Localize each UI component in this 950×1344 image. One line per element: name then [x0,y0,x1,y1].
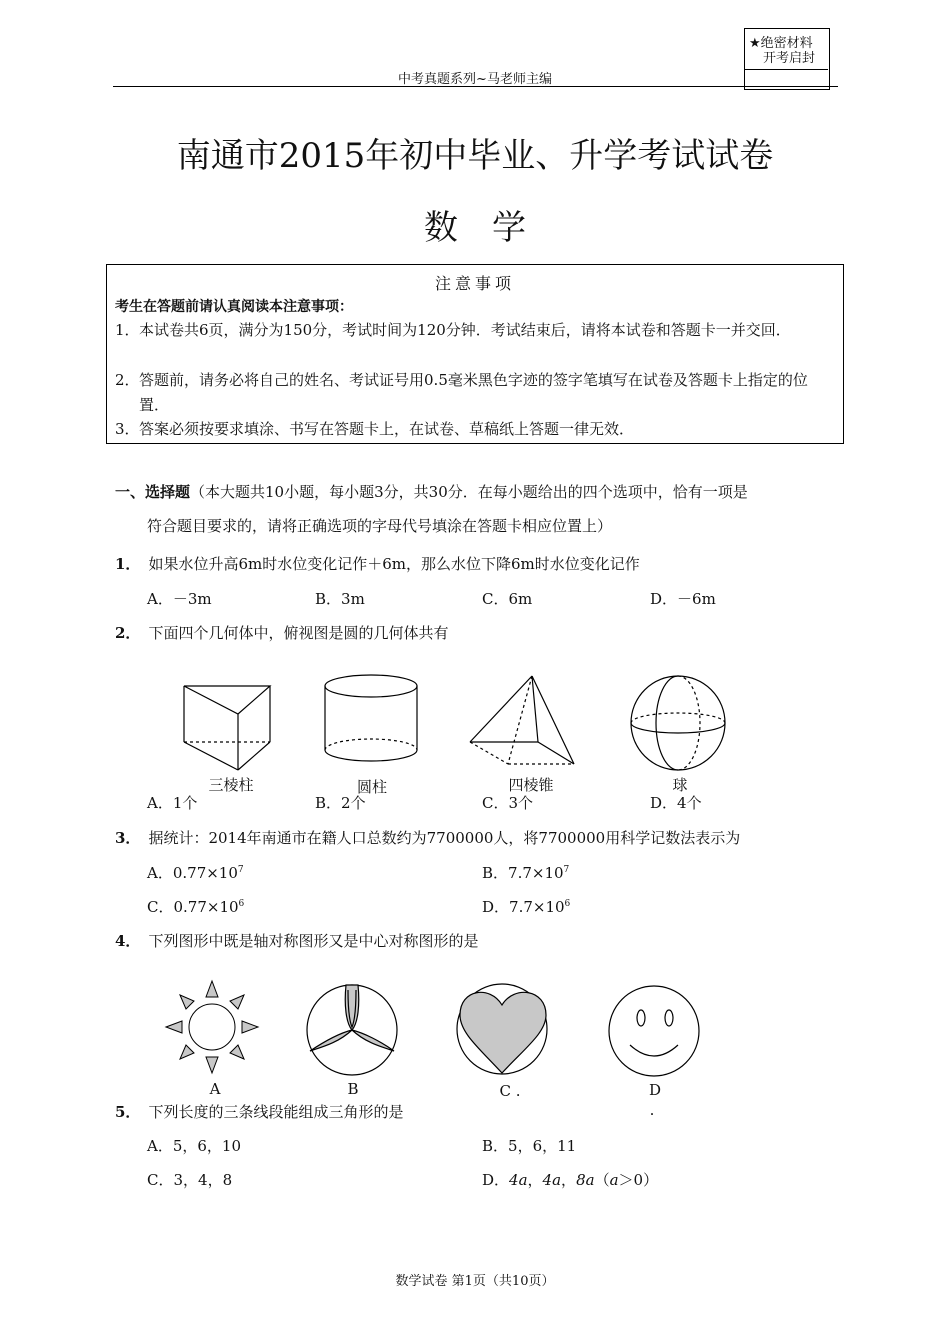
heart-figure [457,984,547,1074]
q3-option-b: B．$7.7\times 10^7$ [482,864,570,882]
q4-caption-d: D [648,1081,662,1099]
question-1: 1． 如果水位升高6m时水位变化记作＋6m，那么水位下降6m时水位变化记作 [115,555,640,573]
exam-subject: 数学 [424,208,560,248]
q2-caption-cylinder: 圆柱 [356,778,387,796]
q1-option-d: D．－6m [650,590,716,608]
q2-caption-sphere: 球 [672,776,688,794]
confidential-label: ★绝密材料 [749,36,813,51]
confidential-box [744,28,830,90]
notice-box [106,264,844,444]
confidential-box-inner [744,69,828,88]
q2-option-b: B．2个 [315,794,366,812]
q2-option-d: D．4个 [650,794,702,812]
q5-option-a: A．5，6，10 [147,1137,242,1155]
cylinder-figure [325,675,417,761]
q2-option-a: A．1个 [147,794,198,812]
q4-caption-dot: . [649,1101,655,1119]
exam-title: 南通市2015年初中毕业、升学考试试卷 [176,136,774,176]
q4-caption-b: B [347,1080,359,1098]
q5-option-c: C．3，4，8 [147,1171,233,1189]
q1-option-b: B．3m [315,590,365,608]
question-3: 3． 据统计：2014年南通市在籍人口总数约为7700000人，将7700000用科学记数法表示为 [115,829,741,847]
q4-caption-a: A [209,1080,221,1098]
question-4: 4． 下列图形中既是轴对称图形又是中心对称图形的是 [115,932,479,950]
smiley-figure [609,986,699,1076]
q5-option-b: B．5，6，11 [482,1137,577,1155]
question-2: 2． 下面四个几何体中，俯视图是圆的几何体共有 [115,624,449,642]
q2-option-c: C．3个 [482,794,534,812]
q5-option-d: D．4a，4a，8a（a＞0） [482,1171,659,1189]
section-label: 一、选择题 [115,483,191,501]
blades-figure [307,985,397,1075]
question-5: 5． 下列长度的三条线段能组成三角形的是 [115,1103,404,1121]
q2-solids-figure [160,668,760,778]
notice-item: 3． 答案必须按要求填涂、书写在答题卡上，在试卷、草稿纸上答题一律无效． [115,420,635,438]
section-heading [115,481,748,502]
sphere-figure [631,676,725,770]
section-description-cont: 符合题目要求的，请将正确选项的字母代号填涂在答题卡相应位置上） [147,517,613,535]
square-pyramid-figure [470,676,574,764]
q1-option-c: C．6m [482,590,533,608]
q4-caption-c: C . [499,1082,521,1100]
triangular-prism-figure [184,686,270,770]
q3-option-c: C．$0.77\times 10^6$ [147,898,245,916]
header-series: 中考真题系列~马老师主编 [398,72,552,87]
q4-shapes-figure [160,975,720,1085]
notice-item: 1． 本试卷共6页，满分为150分，考试时间为120分钟．考试结束后，请将本试卷和答题卡一并交回． [115,321,791,339]
page-footer: 数学试卷 第1页（共10页） [395,1274,555,1289]
section-description: （本大题共10小题，每小题3分，共30分．在每小题给出的四个选项中，恰有一项是 [190,483,748,501]
sun-figure [166,981,258,1073]
notice-heading: 注意事项 [434,274,515,293]
q3-option-d: D．$7.7\times 10^6$ [482,898,571,916]
q3-option-a: A．$0.77\times 10^7$ [147,864,244,882]
notice-subheading: 考生在答题前请认真阅读本注意事项： [115,299,353,315]
q1-option-a: A．－3m [147,590,212,608]
q2-caption-pyramid: 四棱锥 [508,776,554,794]
header-divider [113,86,838,87]
open-seal-label: 开考启封 [763,51,816,66]
q2-caption-prism: 三棱柱 [208,776,254,794]
notice-item: 2． 答题前，请务必将自己的姓名、考试证号用0.5毫米黑色字迹的签字笔填写在试卷及答题卡上指定的位置． [115,371,808,414]
